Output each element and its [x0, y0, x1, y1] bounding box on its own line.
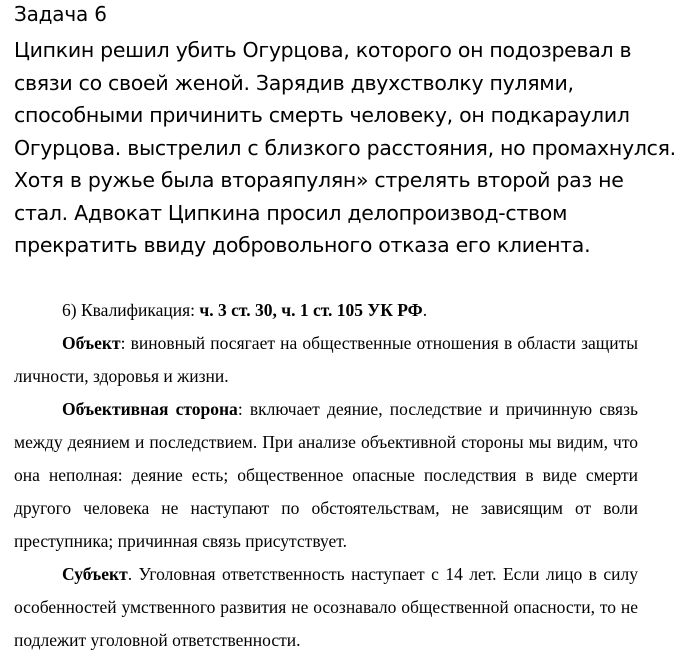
- subject-term: Субъект: [62, 564, 128, 584]
- qualification-prefix: 6) Квалификация:: [62, 300, 200, 320]
- qualification-suffix: .: [422, 300, 428, 320]
- objective-side-term: Объективная сторона: [62, 399, 238, 419]
- task-text: Ципкин решил убить Огурцова, которого он подозревал в связи со своей женой. Зарядив двухстволку пулями, способными причинить смерть человеку, он подкараулил Огурцова. выстрелил с близкого расстояния, но промахнулся. Хотя в ружье была втораяпулян» стрелять второй раз не стал. Адвокат Ципкина просил делопроизвод-ством прекратить ввиду добровольного отказа его клиента.: [14, 38, 676, 257]
- subject-paragraph: [14, 558, 638, 657]
- object-term: Объект: [62, 333, 121, 353]
- objective-side-text: : включает деяние, последствие и причинную связь между деянием и последствием. При анализе объективной стороны мы видим, что она неполная: деяние есть; общественное опасные последствия в виде смерти другого человека не наступают по обстоятельствам, не зависящим от воли преступника; причинная связь присутствует.: [14, 399, 638, 551]
- objective-side-paragraph: [14, 393, 638, 558]
- object-text: : виновный посягает на общественные отношения в области защиты личности, здоровья и жизни.: [14, 333, 638, 386]
- subject-text: . Уголовная ответственность наступает с 14 лет. Если лицо в силу особенностей умственного развития не осознавало общественной опасности, то не подлежит уголовной ответственности.: [14, 564, 638, 650]
- answer-section: [14, 294, 638, 657]
- qualification-paragraph: [14, 294, 638, 327]
- task-title: Задача 6: [14, 2, 107, 26]
- object-paragraph: [14, 327, 638, 393]
- task-section: [14, 0, 678, 262]
- qualification-value: ч. 3 ст. 30, ч. 1 ст. 105 УК РФ: [199, 300, 423, 320]
